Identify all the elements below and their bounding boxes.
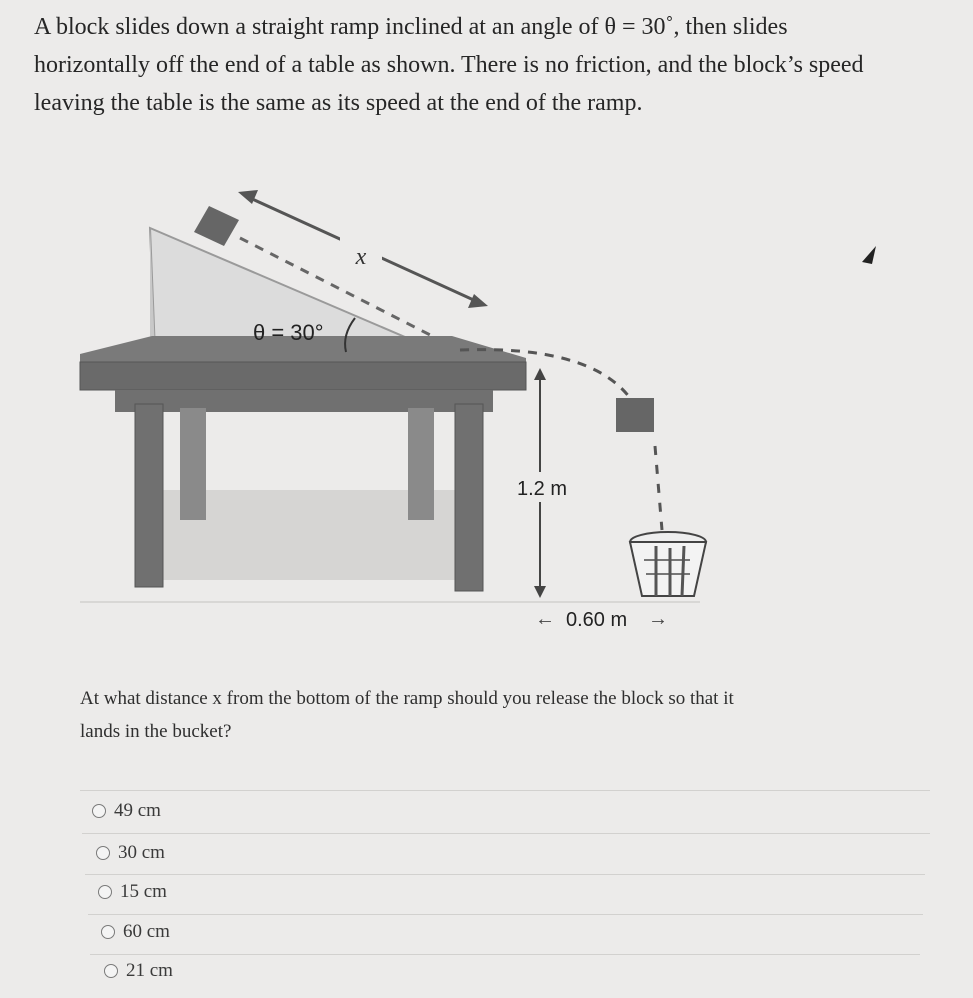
height-label: 1.2 m [516,478,568,500]
table-top-edge [80,362,526,390]
height-arrow-bottom [534,586,546,598]
radio-button[interactable] [96,846,110,860]
problem-line-3: leaving the table is the same as its speed at the end of the ramp. [34,90,643,116]
problem-line-2: horizontally off the end of a table as shown. There is no friction, and the block’s speed [34,52,864,78]
table-leg-front-left [135,404,163,587]
horizontal-label: 0.60 m [566,609,628,631]
question-line-1: At what distance x from the bottom of the ramp should you release the block so that it [80,688,734,709]
angle-label: θ = 30° [253,320,324,345]
choice-label: 60 cm [123,921,170,942]
horizontal-arrow-right: → [648,608,668,630]
fall-dashed-line [655,446,662,530]
table-leg-back-left [180,408,206,520]
divider-5 [90,954,920,955]
radio-button[interactable] [98,885,112,899]
radio-button[interactable] [92,804,106,818]
horizontal-arrow-left: ← [535,608,555,630]
choice-49cm[interactable] [92,800,161,822]
bucket [630,532,706,596]
x-label: x [355,244,367,270]
divider-2 [82,833,930,834]
choice-label: 15 cm [120,881,167,902]
x-arrow-head-right [468,294,488,308]
table-leg-back-right [408,408,434,520]
choice-15cm[interactable] [98,881,167,903]
divider-3 [85,874,925,875]
divider-1 [80,790,930,791]
cursor-arrow-icon [862,246,876,264]
divider-4 [88,914,923,915]
table-apron [115,390,493,412]
falling-block [616,398,654,432]
height-arrow-top [534,368,546,380]
choice-label: 30 cm [118,842,165,863]
choice-label: 49 cm [114,800,161,821]
table-leg-front-right [455,404,483,591]
choice-30cm[interactable] [96,842,165,864]
choice-label: 21 cm [126,960,173,981]
choice-60cm[interactable] [101,921,170,943]
problem-line-1: A block slides down a straight ramp inclined at an angle of θ = 30˚, then slides [34,14,788,40]
block-on-ramp [194,206,239,246]
choice-21cm[interactable] [104,960,173,982]
radio-button[interactable] [104,964,118,978]
question-text [80,682,940,748]
radio-button[interactable] [101,925,115,939]
question-line-2: lands in the bucket? [80,721,232,742]
